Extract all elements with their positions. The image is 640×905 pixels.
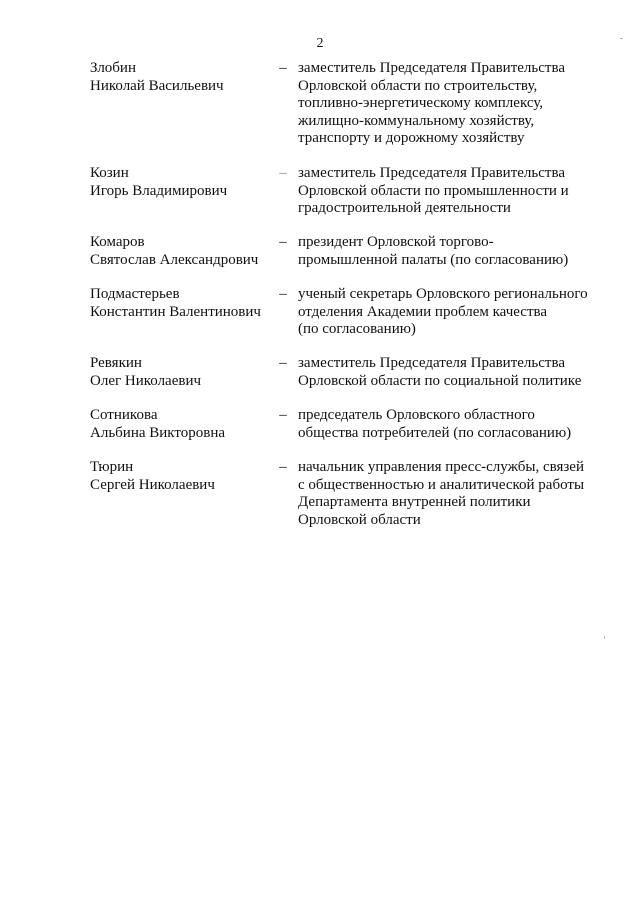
member-name <box>90 355 275 390</box>
member-given-names: Олег Николаевич <box>90 372 202 389</box>
separator-dash: – <box>279 459 287 475</box>
role-line: президент Орловской торгово- <box>298 234 494 250</box>
separator-dash: – <box>279 60 287 76</box>
member-surname: Козин <box>90 165 129 181</box>
scan-mark <box>604 636 605 639</box>
member-role <box>298 286 618 339</box>
member-given-names: Альбина Викторовна <box>90 424 225 441</box>
role-line: транспорту и дорожному хозяйству <box>298 130 525 146</box>
role-line: промышленной палаты (по согласованию) <box>298 251 569 268</box>
role-line: председатель Орловского областного <box>298 407 535 423</box>
member-given-names: Константин Валентинович <box>90 303 261 320</box>
member-role <box>298 60 618 148</box>
separator-dash: – <box>279 407 287 423</box>
member-name <box>90 459 275 494</box>
role-line: Орловской области по социальной политике <box>298 372 582 389</box>
role-line: топливно-энергетическому комплексу, <box>298 95 544 111</box>
role-line: жилищно-коммунальному хозяйству, <box>298 112 535 129</box>
member-surname: Тюрин <box>90 459 134 475</box>
member-given-names: Святослав Александрович <box>90 251 259 268</box>
member-role <box>298 355 618 390</box>
separator-dash: – <box>279 286 287 302</box>
member-surname: Подмастерьев <box>90 286 180 302</box>
member-name <box>90 234 275 269</box>
role-line: Орловской области по строительству, <box>298 77 538 94</box>
member-given-names: Николай Васильевич <box>90 77 224 94</box>
role-line: Департамента внутренней политики <box>298 494 531 510</box>
member-surname: Комаров <box>90 234 145 250</box>
member-role <box>298 165 618 218</box>
role-line: градостроительной деятельности <box>298 200 511 216</box>
role-line: общества потребителей (по согласованию) <box>298 424 572 441</box>
role-line: заместитель Председателя Правительства <box>298 355 566 371</box>
role-line: ученый секретарь Орловского регионального <box>298 286 588 302</box>
role-line: заместитель Председателя Правительства <box>298 60 566 76</box>
member-name <box>90 165 275 200</box>
member-role <box>298 407 618 442</box>
role-line: (по согласованию) <box>298 321 416 337</box>
role-line: Орловской области по промышленности и <box>298 182 569 199</box>
member-name <box>90 286 275 321</box>
member-given-names: Сергей Николаевич <box>90 476 215 493</box>
member-name <box>90 407 275 442</box>
role-line: отделения Академии проблем качества <box>298 303 548 320</box>
role-line: Орловской области <box>298 511 421 528</box>
member-name <box>90 60 275 95</box>
member-surname: Злобин <box>90 60 136 76</box>
separator-dash: – <box>279 355 287 371</box>
scan-mark <box>620 38 623 39</box>
member-given-names: Игорь Владимирович <box>90 182 228 199</box>
member-role <box>298 459 618 529</box>
role-line: с общественностью и аналитической работы <box>298 476 585 493</box>
separator-dash: – <box>279 165 287 181</box>
page-number: 2 <box>316 36 324 51</box>
role-line: заместитель Председателя Правительства <box>298 165 566 181</box>
separator-dash: – <box>279 234 287 250</box>
member-surname: Сотникова <box>90 407 158 423</box>
member-surname: Ревякин <box>90 355 142 371</box>
role-line: начальник управления пресс-службы, связей <box>298 459 584 475</box>
member-role <box>298 234 618 269</box>
